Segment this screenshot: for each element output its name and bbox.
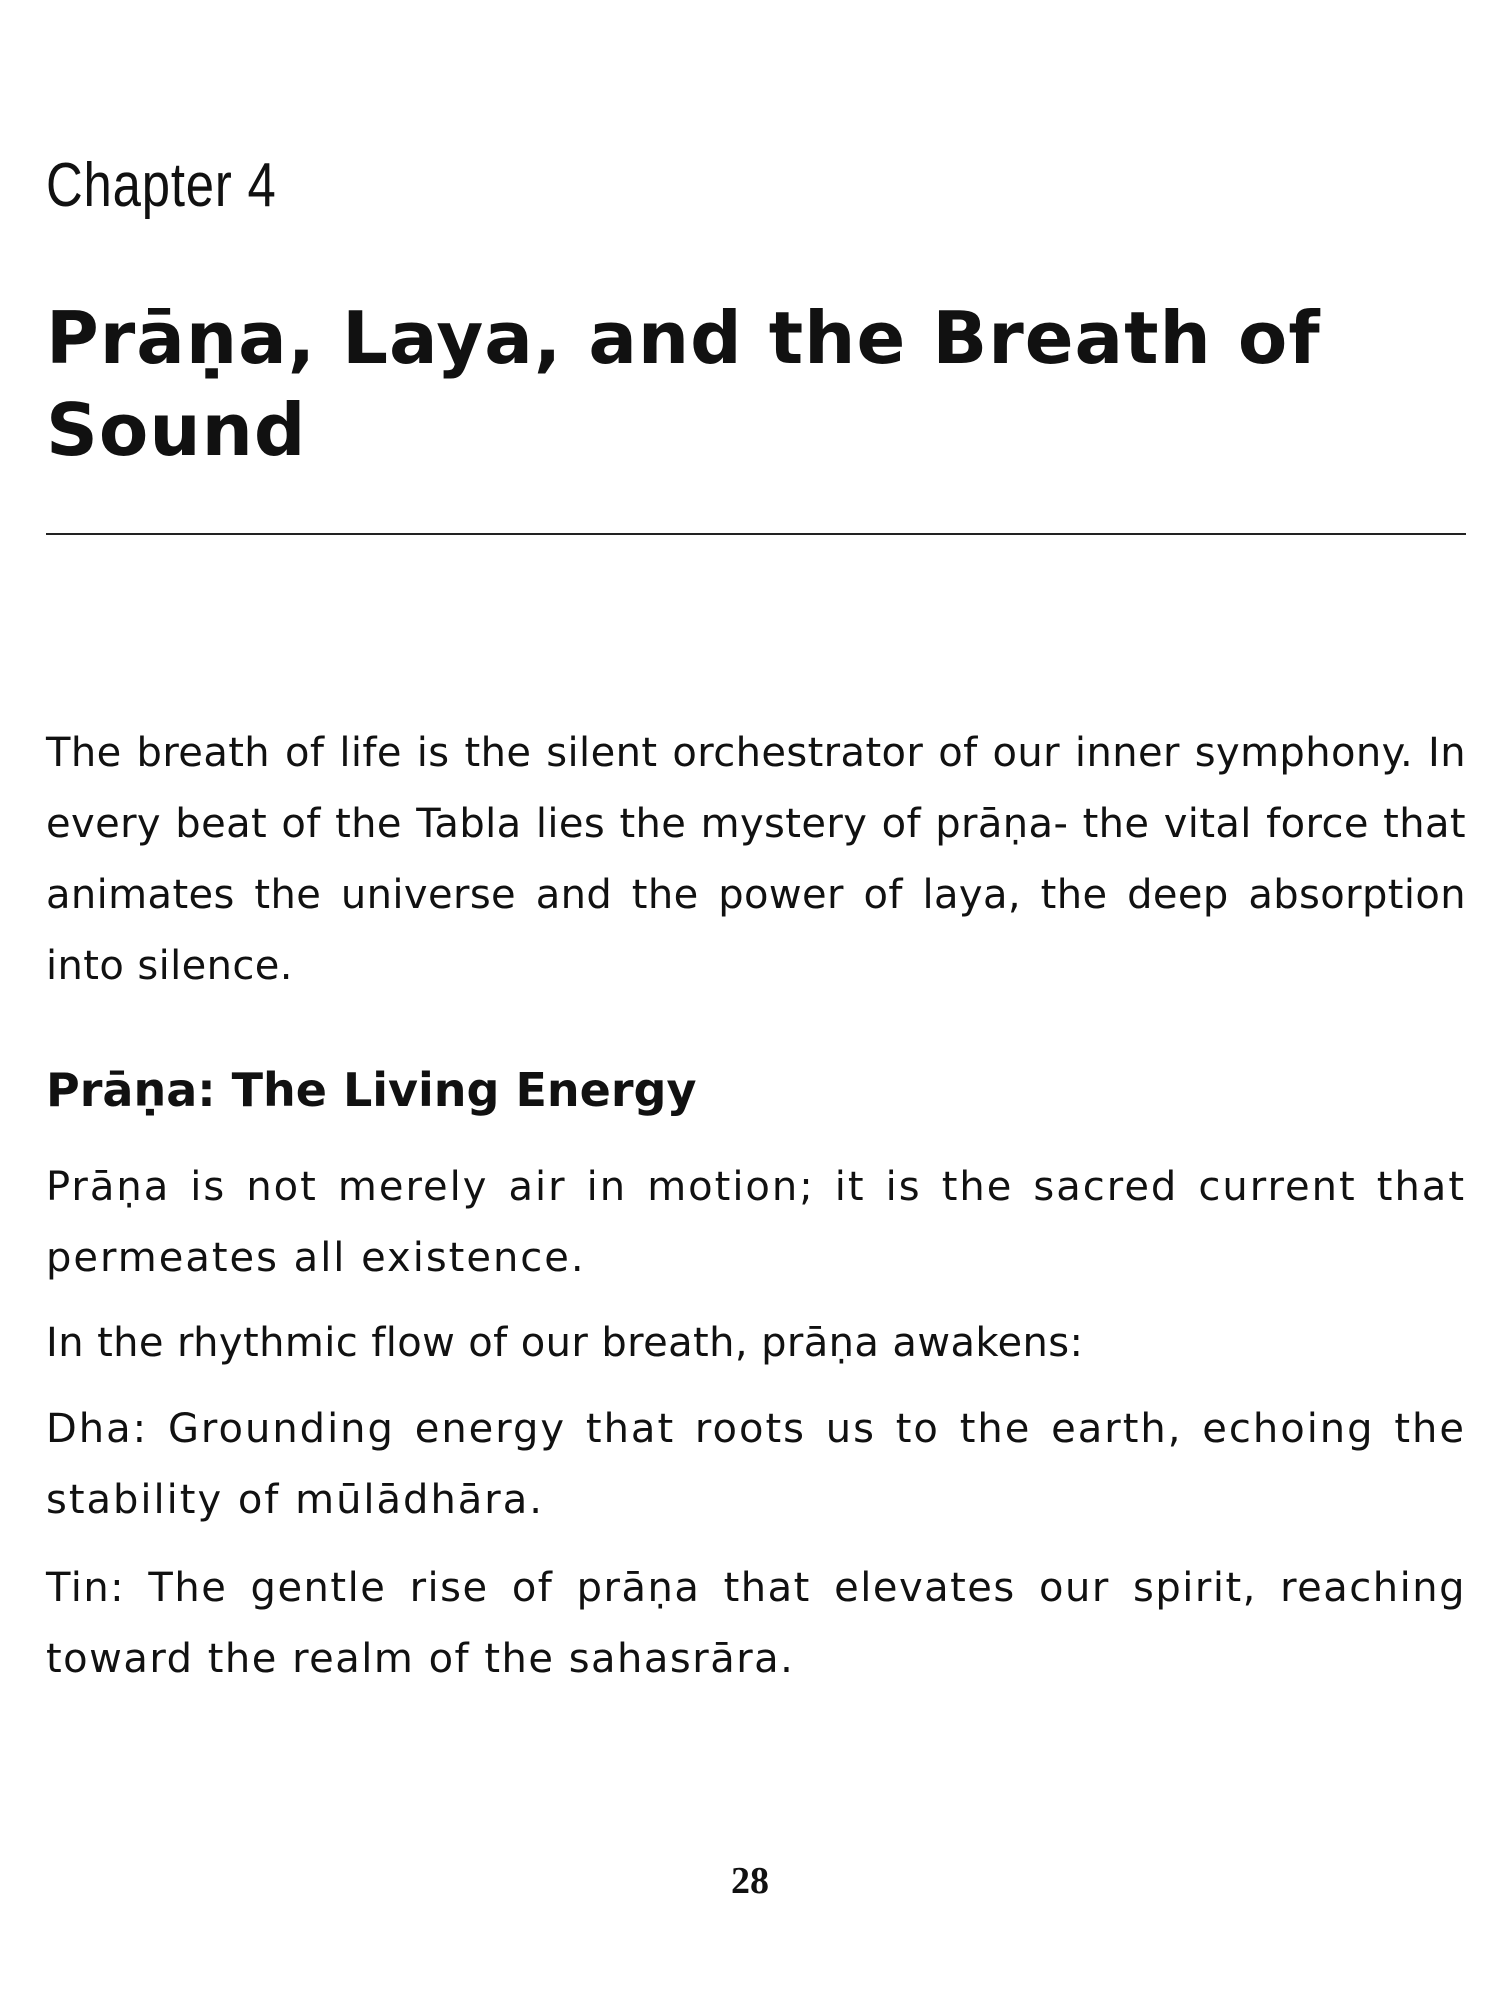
title-divider [46,533,1466,535]
chapter-label: Chapter 4 [46,151,277,220]
section-paragraph: Prāṇa is not merely air in motion; it is the sacred current that permeates all existence. [46,1164,1466,1281]
section-heading: Prāṇa: The Living Energy [46,1063,697,1117]
section-paragraph: Tin: The gentle rise of prāṇa that elevates our spirit, reaching toward the realm of the sahasrāra. [46,1565,1466,1682]
intro-paragraph: The breath of life is the silent orchestrator of our inner symphony. In every beat of the Tabla lies the mystery of prāṇa- the vital force that animates the universe and the power of laya, the deep absorption into silence. [46,730,1466,989]
section-paragraph: Dha: Grounding energy that roots us to the earth, echoing the stability of mūlādhāra. [46,1406,1466,1523]
section-paragraph: In the rhythmic flow of our breath, prāṇa awakens: [46,1320,1084,1366]
page-number: 28 [731,1860,769,1902]
chapter-title: Prāṇa, Laya, and the Breath of Sound [46,296,1321,472]
